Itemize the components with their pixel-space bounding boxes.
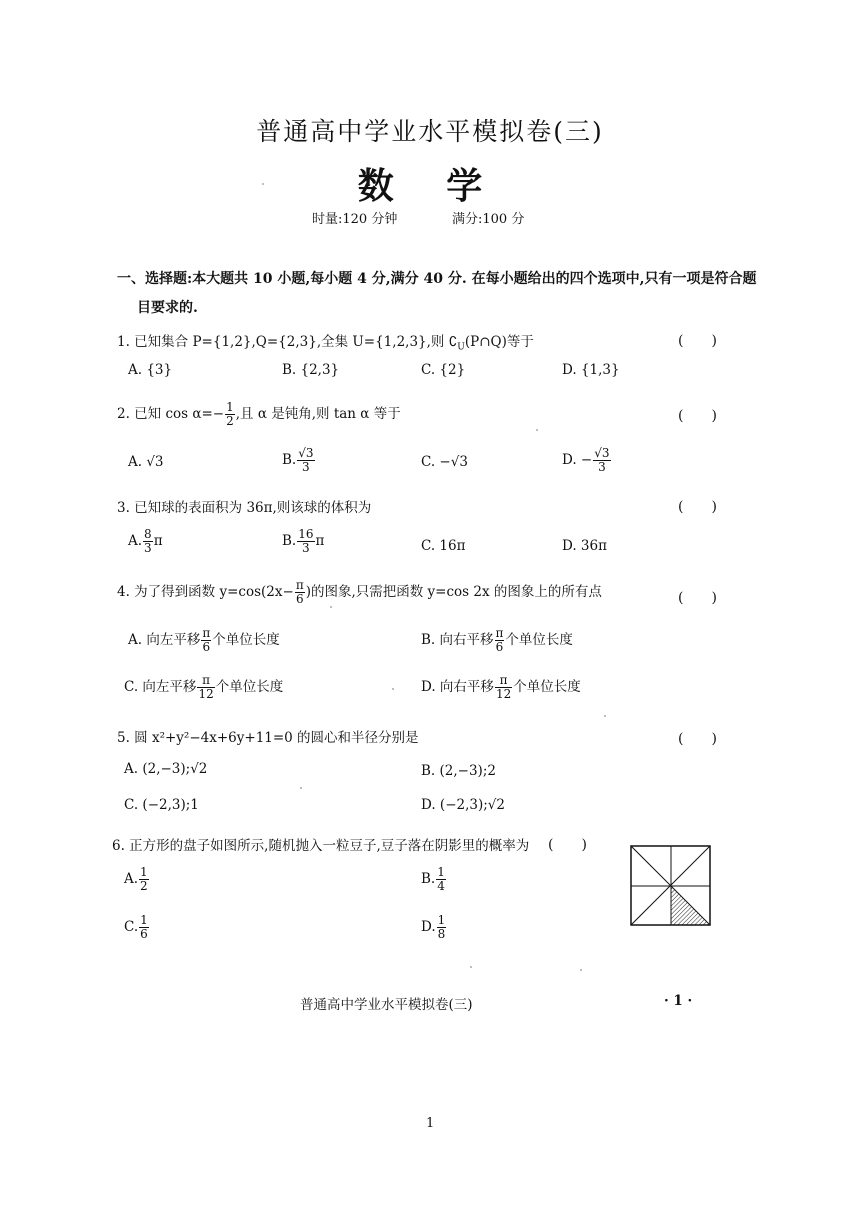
q4-option-a: A. 向左平移 $\frac{\pi}{6}$ 个单位长度: [128, 626, 280, 654]
answer-paren-5: ( ): [678, 731, 717, 747]
q4-option-c: C. 向左平移 $\frac{\pi}{12}$ 个单位长度: [124, 673, 284, 701]
page-number: 1: [426, 1116, 435, 1131]
footer-title: 普通高中学业水平模拟卷(三): [300, 997, 473, 1013]
q6-option-b: B. $\frac{1}{4}$: [421, 865, 445, 893]
q5-option-d: D. (−2,3);√2: [421, 797, 505, 813]
q4-option-d: D. 向右平移 $\frac{\pi}{12}$ 个单位长度: [421, 673, 581, 701]
paper-title: 普通高中学业水平模拟卷(三): [256, 117, 604, 146]
answer-paren-1: ( ): [678, 333, 717, 349]
q3-option-a: A. $\frac{8}{3}$ π: [128, 527, 163, 555]
q2-option-d: D. − $\frac{√3}{3}$: [562, 446, 610, 474]
q5-option-b: B. (2,−3);2: [421, 763, 496, 779]
q2-option-a: A. √3: [128, 454, 164, 470]
q5-option-c: C. (−2,3);1: [124, 797, 199, 813]
q3-option-d: D. 36π: [562, 538, 607, 554]
q6-option-a: A. $\frac{1}{2}$: [124, 865, 148, 893]
answer-paren-3: ( ): [678, 499, 717, 515]
time-limit: 时量:120 分钟: [312, 212, 398, 227]
answer-paren-2: ( ): [678, 408, 717, 424]
section-instruction-line1: 一、选择题:本大题共 10 小题,每小题 4 分,满分 40 分. 在每小题给出的四个选项中,只有一项是符合题: [117, 271, 757, 287]
q3-option-c: C. 16π: [421, 538, 466, 554]
q2-option-b: B. $\frac{√3}{3}$: [282, 446, 314, 474]
q1-option-b: B. {2,3}: [282, 362, 340, 378]
square-plate-figure: [630, 845, 712, 927]
answer-paren-6: ( ): [548, 837, 587, 853]
question-4-stem: 4. 为了得到函数 y=cos(2x− $\frac{\pi}{6}$ )的图象,只需把函数 y=cos 2x 的图象上的所有点: [117, 578, 602, 606]
q6-option-c: C. $\frac{1}{6}$: [124, 913, 148, 941]
q4-option-b: B. 向右平移 $\frac{\pi}{6}$ 个单位长度: [421, 626, 573, 654]
question-3-stem: 3. 已知球的表面积为 36π,则该球的体积为: [117, 500, 372, 516]
question-6-stem: 6. 正方形的盘子如图所示,随机抛入一粒豆子,豆子落在阴影里的概率为: [112, 838, 530, 854]
q1-option-c: C. {2}: [421, 362, 466, 378]
subject-title: 数 学: [357, 165, 503, 207]
q2-option-c: C. −√3: [421, 454, 468, 470]
question-2-stem: 2. 已知 cos α=− $\frac{1}{2}$ ,且 α 是钝角,则 tan α 等于: [117, 400, 401, 428]
q6-option-d: D. $\frac{1}{8}$: [421, 913, 446, 941]
answer-paren-4: ( ): [678, 590, 717, 606]
q5-option-a: A. (2,−3);√2: [124, 761, 208, 777]
q3-option-b: B. $\frac{16}{3}$ π: [282, 527, 325, 555]
question-1-stem: 1. 已知集合 P={1,2},Q={2,3},全集 U={1,2,3},则 $∁_U(P\cap Q)$等于: [117, 334, 534, 353]
question-5-stem: 5. 圆 x²+y²−4x+6y+11=0 的圆心和半径分别是: [117, 730, 419, 746]
section-instruction-line2: 目要求的.: [137, 300, 198, 316]
q1-option-a: A. {3}: [128, 362, 173, 378]
q1-option-d: D. {1,3}: [562, 362, 620, 378]
footer-page: · 1 ·: [664, 993, 693, 1009]
full-score: 满分:100 分: [452, 212, 525, 227]
